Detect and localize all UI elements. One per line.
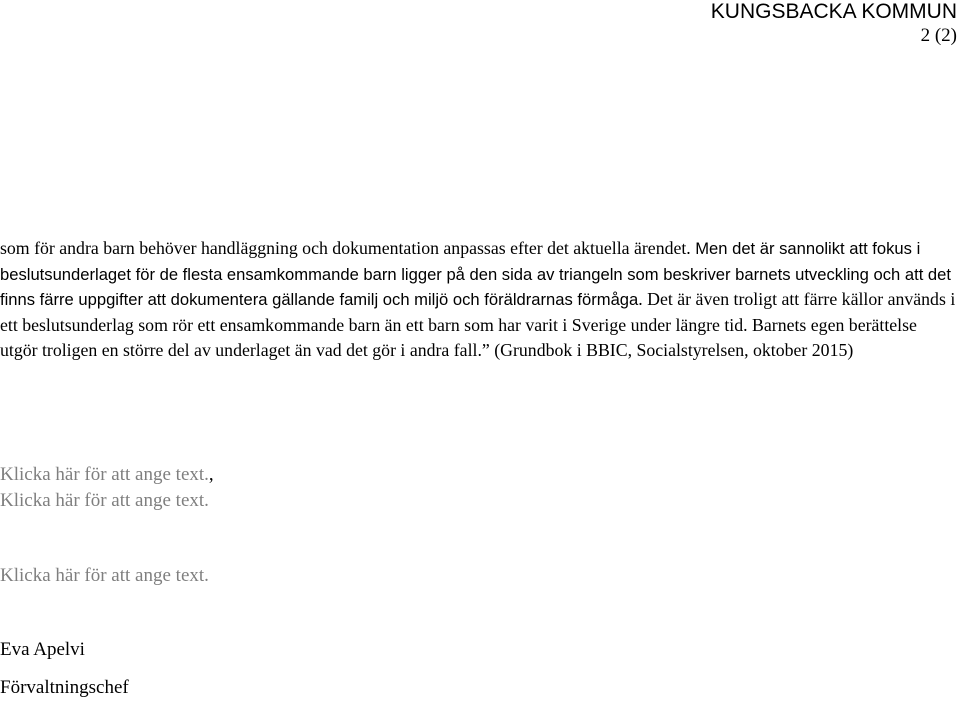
body-text-part-2: Men det är sannolikt att fokus i beslutsunderlaget för de flesta ensamkommande barn ligger på den sida av triangeln som beskriver — [0, 239, 921, 284]
placeholder-block-1 — [0, 462, 214, 514]
signer-title: Förvaltningschef — [0, 677, 129, 698]
body-text-part-1: som för andra barn behöver handläggning och dokumentation anpassas efter det aktuella ärendet. — [0, 238, 696, 258]
placeholder-field-3[interactable]: Klicka här för att ange text. — [0, 565, 209, 586]
body-text-part-3: barnets utveckling och att det finns färre uppgifter att dokumentera gällande familj och miljö och föräldrarnas förmåga — [0, 264, 951, 310]
page-header-organization: KUNGSBACKA KOMMUN — [710, 0, 957, 23]
body-paragraph — [0, 236, 958, 364]
placeholder-block-2 — [0, 564, 209, 588]
placeholder-separator: , — [208, 464, 214, 485]
placeholder-field-1[interactable]: Klicka här för att ange text. — [0, 464, 209, 485]
placeholder-field-2[interactable]: Klicka här för att ange text. — [0, 490, 209, 511]
page-number: 2 (2) — [920, 25, 957, 46]
body-text-part-4: . Det är även troligt att färre källor används i ett beslutsunderlag som rör ett ensamkommande barn än ett barn som har varit i Sverige under längre tid. Barnets egen berättelse utgör troligen en större del av underlaget än vad det gör i andra fall.” (Grundbok i BBIC, Socialstyrelsen, oktober 2015) — [0, 289, 956, 361]
signer-name: Eva Apelvi — [0, 639, 85, 660]
